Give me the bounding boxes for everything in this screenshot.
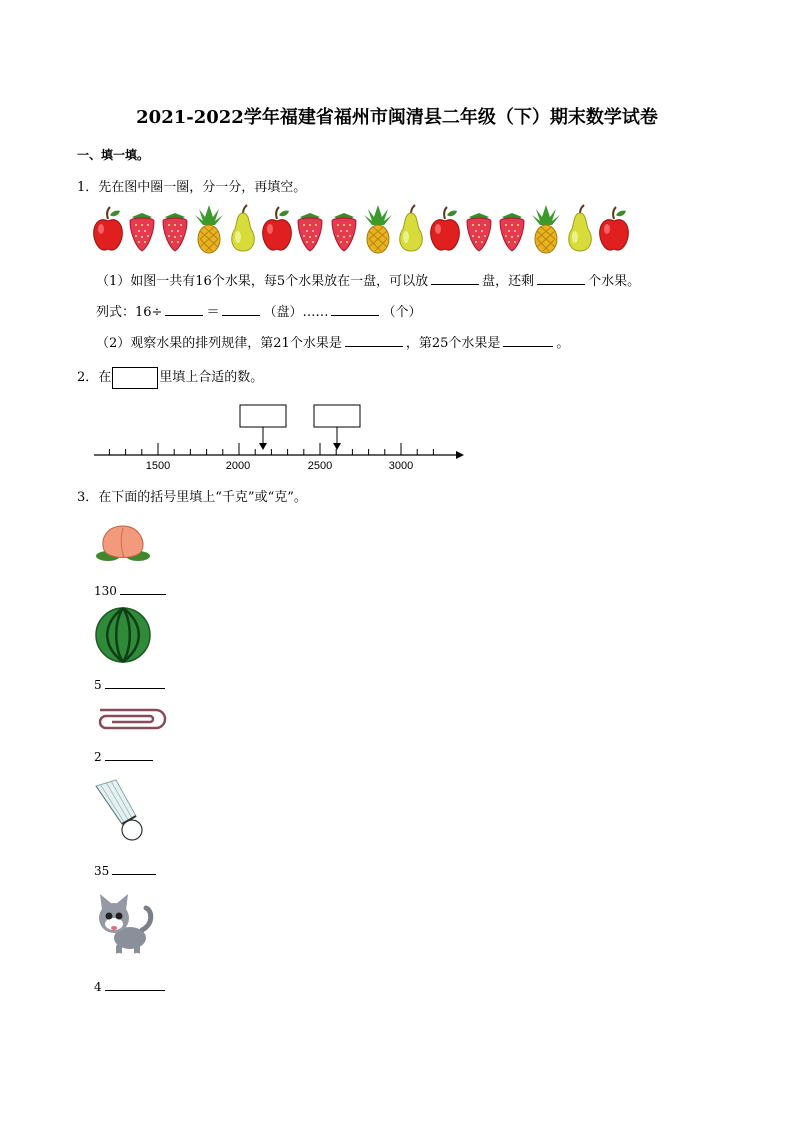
q1-p2-text-b: ，第25个水果是 xyxy=(405,336,501,351)
unit-blank[interactable] xyxy=(105,676,165,689)
formula-text-a: 列式：16÷ xyxy=(96,305,163,320)
tick-label-2000: 2000 xyxy=(225,460,251,472)
item-peach xyxy=(94,582,169,598)
page-title: 2021-2022学年福建省福州市闽清县二年级（下）期末数学试卷 xyxy=(136,107,658,128)
item-kitten xyxy=(94,978,168,994)
strawberry-icon xyxy=(126,203,158,255)
answer-blank-divisor[interactable] xyxy=(165,303,203,316)
q2-text-a: 2．在 xyxy=(77,370,112,385)
pear-icon xyxy=(395,203,427,255)
q1-p1-text-a: （1）如图一共有16个水果，每5个水果放在一盘，可以放 xyxy=(96,274,429,289)
strawberry-icon xyxy=(463,203,495,255)
question-1-text: 1．先在图中圈一圈，分一分，再填空。 xyxy=(77,180,307,195)
item-shuttlecock xyxy=(94,862,159,878)
answer-blank-formula-remainder[interactable] xyxy=(331,303,379,316)
arrow-1-head xyxy=(259,443,267,450)
tick-label-1500: 1500 xyxy=(145,460,171,472)
question-1-formula xyxy=(96,301,421,320)
question-2-text xyxy=(77,366,263,389)
item-number: 130 xyxy=(94,584,117,598)
q2-text-b: 里填上合适的数。 xyxy=(159,370,264,385)
q1-p1-text-b: 盘，还剩 xyxy=(482,274,535,289)
sample-box-icon xyxy=(112,367,158,389)
number-line xyxy=(90,400,470,475)
tick-marks xyxy=(109,443,433,455)
q1-p1-text-c: 个水果。 xyxy=(588,274,641,289)
section-heading: 一、填一填。 xyxy=(77,148,150,162)
kitten-icon xyxy=(94,890,156,960)
axis-arrow xyxy=(456,451,464,459)
strawberry-icon xyxy=(294,203,326,255)
answer-blank-plates[interactable] xyxy=(431,272,479,285)
pear-icon xyxy=(227,203,259,255)
answer-blank-21st-fruit[interactable] xyxy=(345,334,403,347)
apple-icon xyxy=(598,203,630,255)
arrow-2-head xyxy=(333,443,341,450)
pear-icon xyxy=(564,203,596,255)
answer-blank-quotient[interactable] xyxy=(222,303,260,316)
pineapple-icon xyxy=(362,203,394,255)
strawberry-icon xyxy=(159,203,191,255)
item-paperclip xyxy=(94,748,156,764)
peach-icon xyxy=(94,518,152,564)
strawberry-icon xyxy=(496,203,528,255)
question-1-part-2 xyxy=(96,332,569,351)
tick-label-2500: 2500 xyxy=(307,460,333,472)
item-number: 5 xyxy=(94,678,102,692)
answer-box-2[interactable] xyxy=(314,405,360,427)
apple-icon xyxy=(261,203,293,255)
apple-icon xyxy=(429,203,461,255)
pineapple-icon xyxy=(193,203,225,255)
pineapple-icon xyxy=(530,203,562,255)
item-number: 35 xyxy=(94,864,110,878)
paperclip-icon xyxy=(92,704,168,734)
formula-text-c: （盘）…… xyxy=(263,305,329,320)
item-watermelon xyxy=(94,676,168,692)
q1-p2-text-a: （2）观察水果的排列规律，第21个水果是 xyxy=(96,336,342,351)
formula-text-b: ＝ xyxy=(206,305,220,320)
unit-blank[interactable] xyxy=(112,862,156,875)
answer-box-1[interactable] xyxy=(240,405,286,427)
shuttlecock-icon xyxy=(92,778,148,846)
question-3-text: 3．在下面的括号里填上“千克”或“克”。 xyxy=(77,490,307,505)
q1-p2-text-c: 。 xyxy=(556,336,570,351)
unit-blank[interactable] xyxy=(105,978,165,991)
unit-blank[interactable] xyxy=(105,748,153,761)
watermelon-icon xyxy=(94,606,152,664)
apple-icon xyxy=(92,203,124,255)
strawberry-icon xyxy=(328,203,360,255)
answer-blank-25th-fruit[interactable] xyxy=(503,334,553,347)
item-number: 2 xyxy=(94,750,102,764)
item-number: 4 xyxy=(94,980,102,994)
formula-text-d: （个） xyxy=(382,305,422,320)
tick-label-3000: 3000 xyxy=(388,460,414,472)
unit-blank[interactable] xyxy=(120,582,166,595)
question-1-part-1 xyxy=(96,270,640,289)
answer-blank-remainder[interactable] xyxy=(537,272,585,285)
